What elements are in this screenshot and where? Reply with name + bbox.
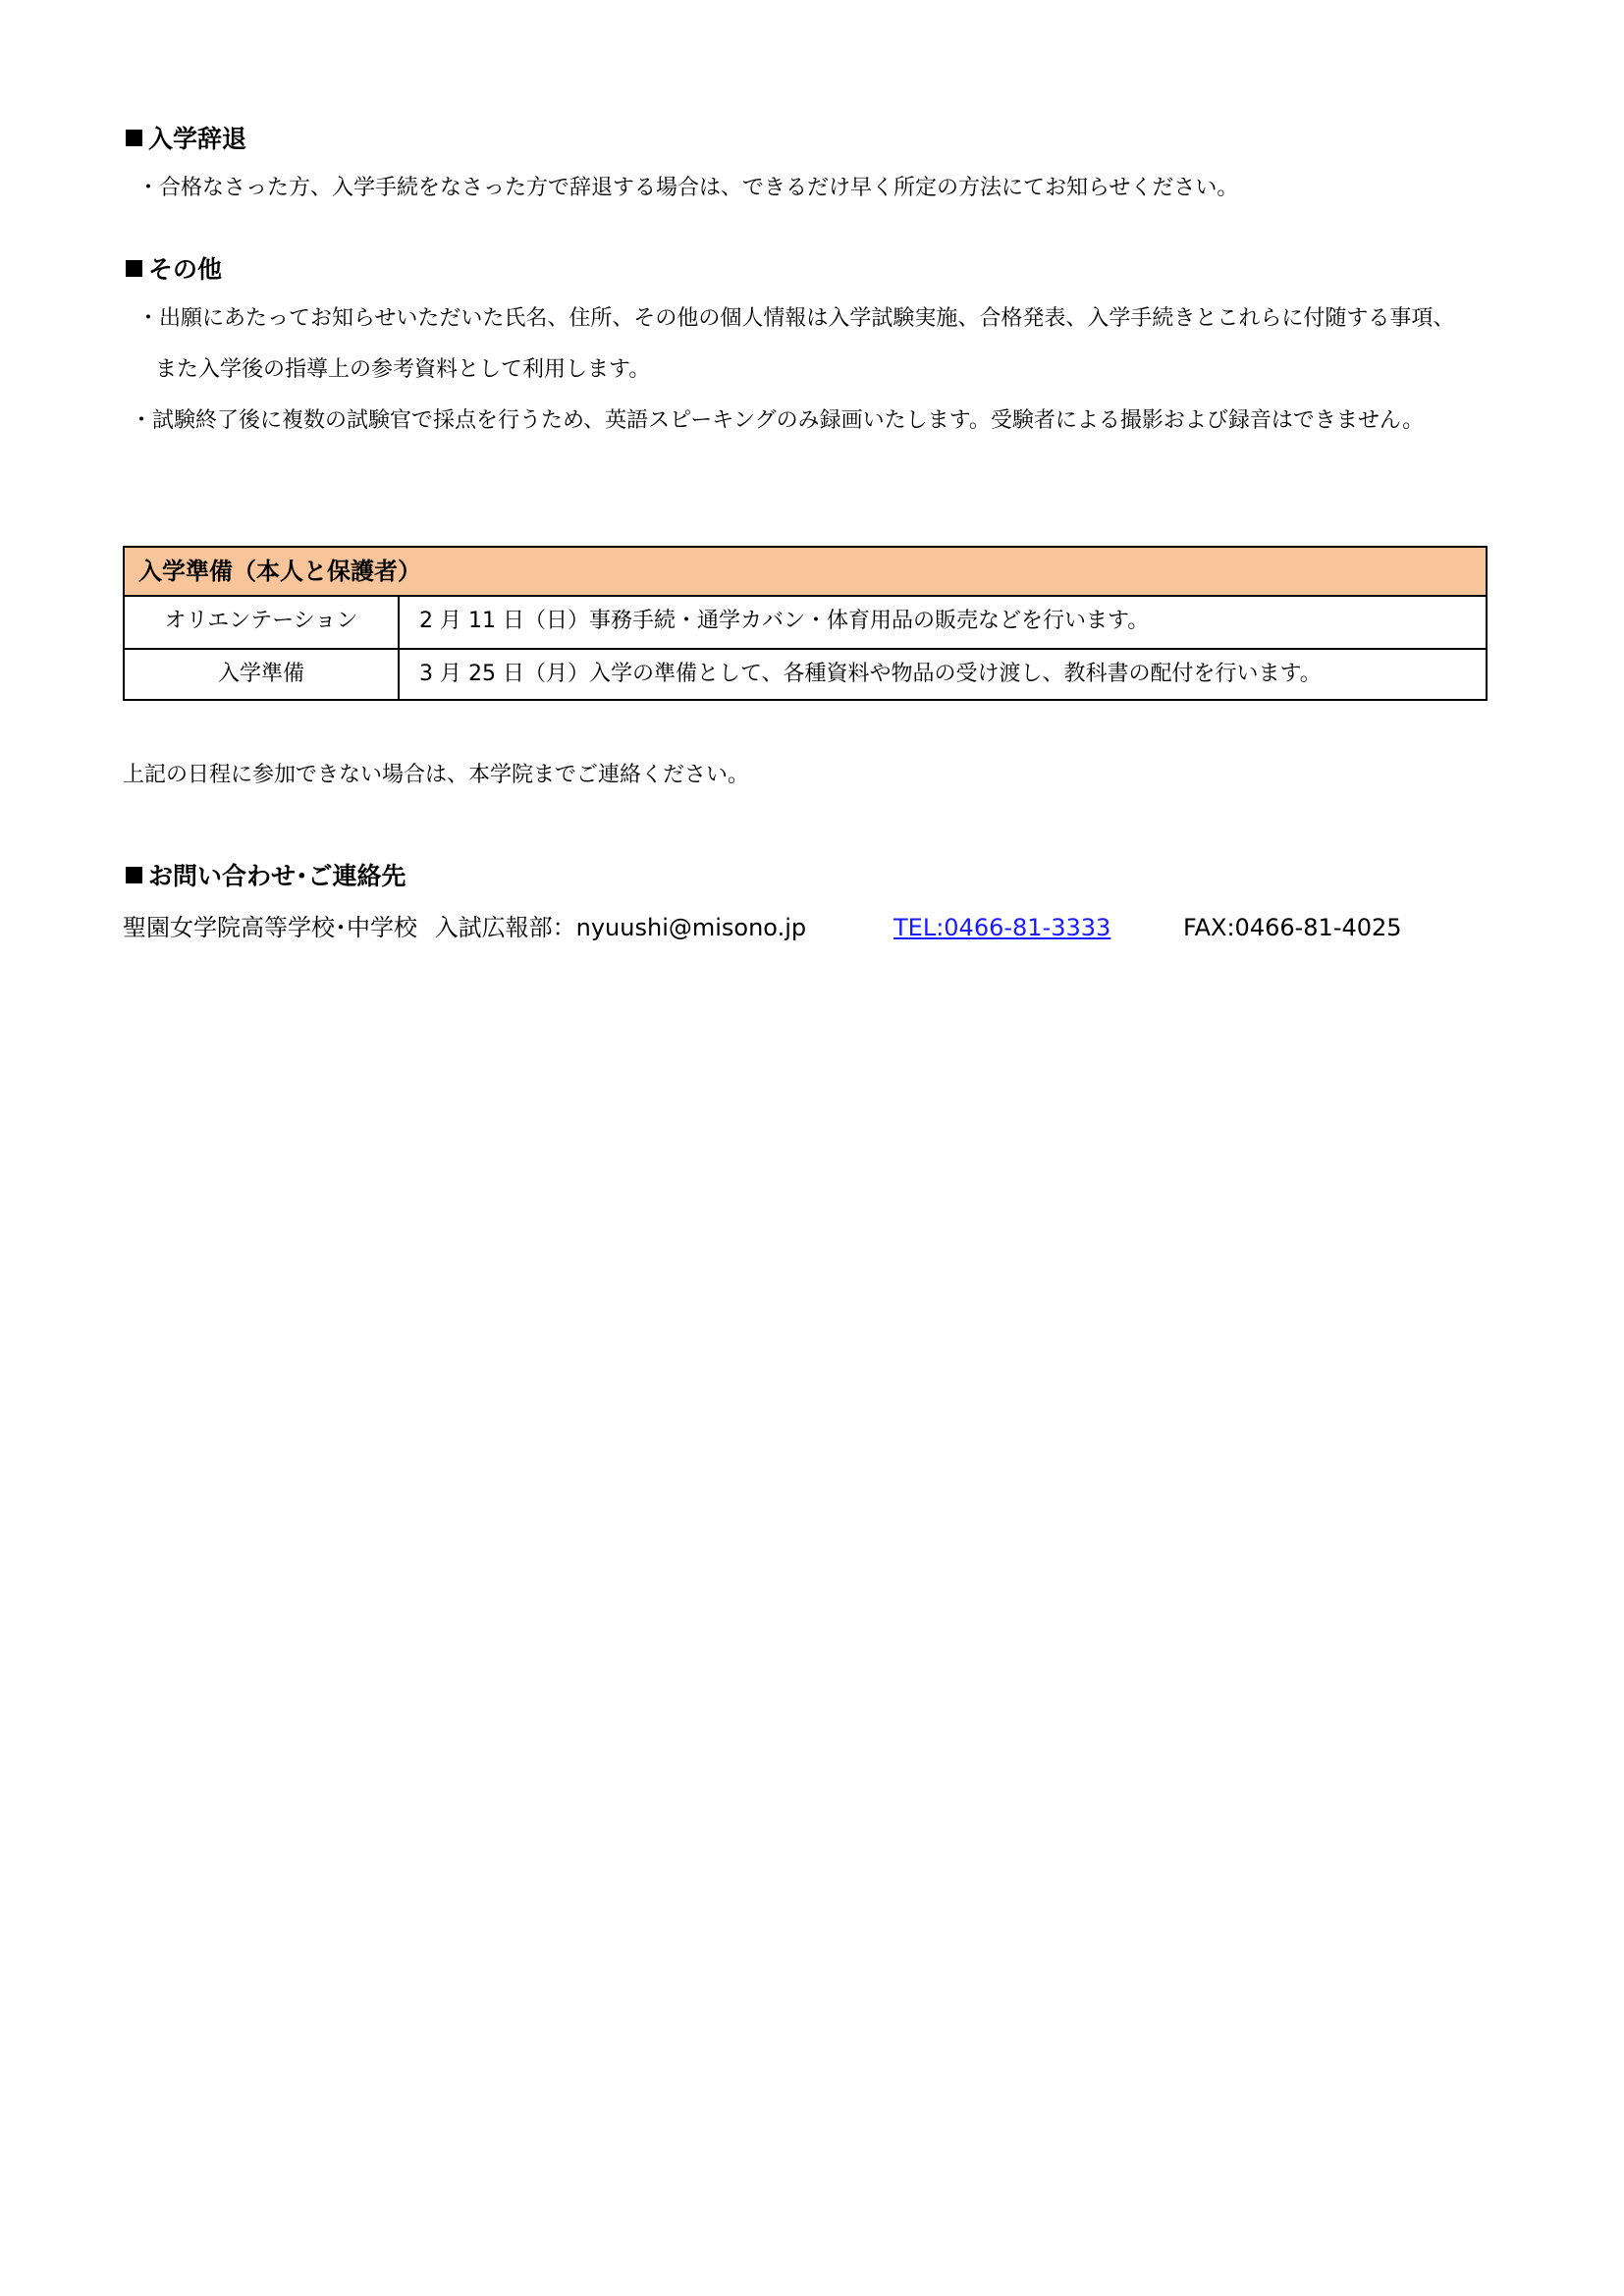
withdrawal-heading-text: 入学辞退 (148, 125, 247, 153)
square-bullet-icon (126, 260, 142, 277)
withdrawal-text: ・合格なさった方、入学手続をなさった方で辞退する場合は、できるだけ早く所定の方法にてお知らせください。 (137, 176, 1239, 200)
table-row (125, 597, 1486, 648)
prep-row-label: 入学準備 (125, 650, 400, 699)
notice-text: 上記の日程に参加できない場合は、本学院までご連絡ください。 (123, 763, 750, 787)
other-heading (126, 254, 222, 286)
withdrawal-heading (126, 124, 246, 155)
contact-heading-text: お問い合わせ･ご連絡先 (148, 862, 406, 890)
prep-table-header: 入学準備（本人と保護者） (125, 548, 1486, 597)
contact-tel-link[interactable]: TEL:0466-81-3333 (893, 914, 1111, 941)
prep-row-desc: 3 月 25 日（月）入学の準備として、各種資料や物品の受け渡し、教科書の配付を行います。 (419, 662, 1322, 686)
prep-row-desc: 2 月 11 日（日）事務手続・通学カバン・体育用品の販売などを行います。 (419, 609, 1150, 633)
other-line-1: ・出願にあたってお知らせいただいた氏名、住所、その他の個人情報は入学試験実施、合格発表、入学手続きとこれらに付随する事項、 (137, 306, 1455, 331)
other-line-3: ・試験終了後に複数の試験官で採点を行うため、英語スピーキングのみ録画いたします。受験者による撮影および録音はできません。 (131, 408, 1425, 433)
other-line-2: また入学後の指導上の参考資料として利用します。 (155, 357, 651, 382)
contact-org: 聖園女学院高等学校･中学校 (123, 914, 417, 941)
other-heading-text: その他 (148, 255, 223, 284)
square-bullet-icon (126, 130, 142, 146)
contact-dept-email: 入試広報部：nyuushi@misono.jp (434, 914, 807, 941)
table-row (125, 648, 1486, 699)
contact-fax: FAX:0466-81-4025 (1183, 914, 1402, 941)
square-bullet-icon (126, 867, 142, 883)
prep-row-label: オリエンテーション (125, 597, 400, 648)
prep-table (123, 546, 1488, 701)
contact-heading (126, 861, 406, 892)
contact-line (123, 913, 806, 942)
contact-tel-wrap (893, 913, 1110, 942)
